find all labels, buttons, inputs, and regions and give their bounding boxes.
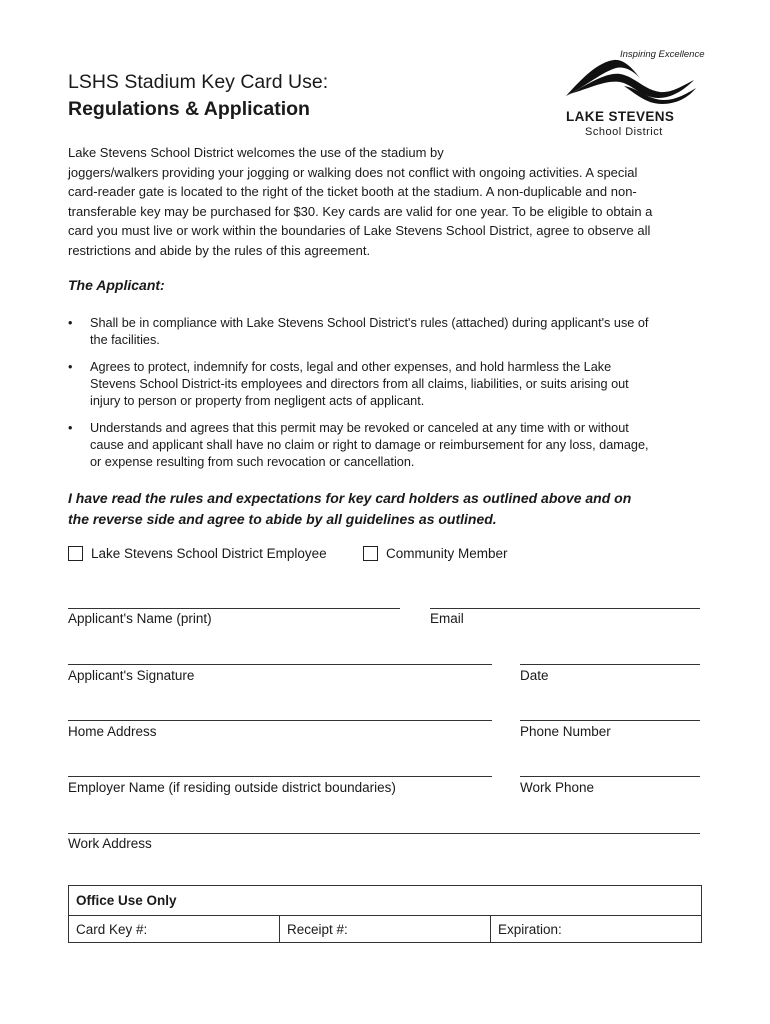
work-address-field[interactable]	[68, 833, 700, 834]
intro-line: Lake Stevens School District welcomes the use of the stadium by	[68, 145, 444, 160]
list-item-line: Shall be in compliance with Lake Stevens School District's rules (attached) during applicant's use of	[90, 316, 649, 330]
applicant-terms-list	[68, 315, 708, 481]
list-item-line: Understands and agrees that this permit may be revoked or canceled at any time with or without	[90, 421, 629, 435]
intro-paragraph	[68, 143, 704, 260]
community-checkbox-label: Community Member	[386, 546, 508, 561]
logo-subname: School District	[585, 126, 663, 138]
list-item	[68, 359, 708, 410]
list-item	[68, 420, 708, 471]
office-use-table	[68, 885, 702, 943]
phone-label: Phone Number	[520, 724, 611, 739]
page-title: LSHS Stadium Key Card Use:	[68, 71, 329, 93]
name-field[interactable]	[68, 608, 400, 609]
agreement-statement	[68, 488, 708, 530]
mountain-wave-logo-icon	[562, 56, 702, 106]
work-phone-label: Work Phone	[520, 780, 595, 795]
community-option[interactable]	[363, 546, 508, 561]
page-subtitle: Regulations & Application	[68, 98, 310, 120]
date-label: Date	[520, 668, 549, 683]
card-key-cell: Card Key #:	[76, 922, 148, 937]
statement-line: I have read the rules and expectations for key card holders as outlined above and on	[68, 490, 632, 506]
employer-field[interactable]	[68, 776, 492, 777]
list-item-line: cause and applicant shall have no claim or right to damage or reimbursement for any loss, damage,	[90, 438, 649, 452]
intro-line: card-reader gate is located to the right of the ticket booth at the stadium. A non-duplicable and non-	[68, 184, 637, 199]
signature-label: Applicant's Signature	[68, 668, 195, 683]
expiration-cell: Expiration:	[490, 916, 701, 943]
intro-line: joggers/walkers providing your jogging or walking does not conflict with ongoing activities. A special	[68, 164, 638, 180]
work-phone-field[interactable]	[520, 776, 700, 777]
bullet-icon: •	[68, 360, 73, 374]
intro-line: restrictions and abide by the rules of this agreement.	[68, 242, 371, 258]
list-item-line: Stevens School District-its employees and directors from all claims, liabilities, or suits arising out	[90, 377, 629, 391]
home-address-label: Home Address	[68, 724, 157, 739]
home-address-field[interactable]	[68, 720, 492, 721]
bullet-icon: •	[68, 316, 73, 330]
employee-checkbox-label: Lake Stevens School District Employee	[91, 546, 327, 561]
name-label: Applicant's Name (print)	[68, 611, 212, 626]
logo-tagline: Inspiring Excellence	[620, 49, 705, 60]
community-checkbox[interactable]	[363, 546, 378, 561]
email-label: Email	[430, 611, 464, 626]
statement-line: the reverse side and agree to abide by all guidelines as outlined.	[68, 511, 497, 527]
logo-name: LAKE STEVENS	[566, 109, 675, 124]
list-item	[68, 315, 708, 349]
receipt-cell: Receipt #:	[279, 916, 490, 943]
email-field[interactable]	[430, 608, 700, 609]
intro-line: transferable key may be purchased for $30. Key cards are valid for one year. To be eligible to obtain a	[68, 203, 653, 219]
employee-checkbox[interactable]	[68, 546, 83, 561]
applicant-heading: The Applicant:	[68, 277, 165, 293]
work-address-label: Work Address	[68, 836, 152, 851]
employee-option[interactable]	[68, 546, 327, 561]
office-use-heading: Office Use Only	[69, 886, 701, 916]
signature-field[interactable]	[68, 664, 492, 665]
bullet-icon: •	[68, 421, 73, 435]
list-item-line: Agrees to protect, indemnify for costs, legal and other expenses, and hold harmless the Lake	[90, 360, 612, 374]
list-item-line: injury to person or property from negligent acts of applicant.	[90, 394, 425, 408]
date-field[interactable]	[520, 664, 700, 665]
intro-line: card you must live or work within the boundaries of Lake Stevens School District, agree to observe all	[68, 223, 651, 238]
employer-label: Employer Name (if residing outside district boundaries)	[68, 780, 396, 795]
list-item-line: the facilities.	[90, 333, 160, 347]
list-item-line: or expense resulting from such revocation or cancellation.	[90, 455, 415, 469]
phone-field[interactable]	[520, 720, 700, 721]
